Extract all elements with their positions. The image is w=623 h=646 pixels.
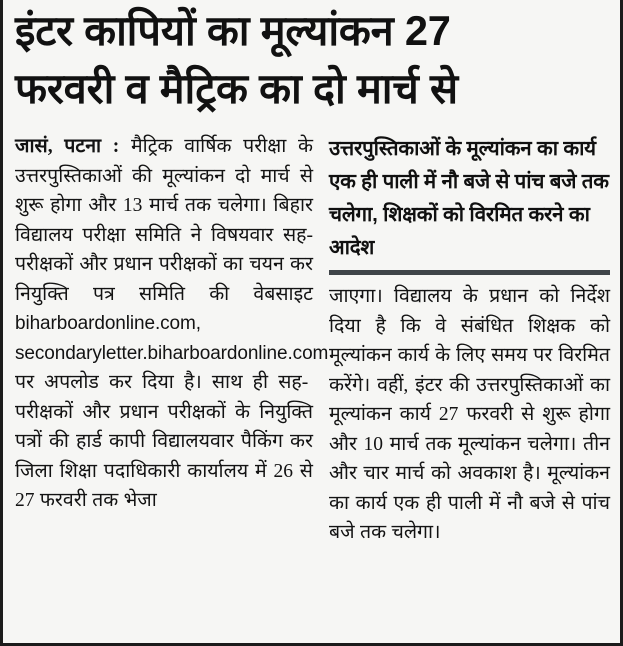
left-column-paragraph [15,132,329,516]
byline: जासं, पटना : [15,136,120,157]
left-column [15,132,329,516]
link-secondaryletter-biharboardonline[interactable]: secondaryletter.biharboardonline.com [15,342,329,364]
kicker-divider-rule [329,270,610,275]
kicker-highlight: उत्तरपुस्तिकाओं के मूल्यांकन का कार्य एक ही पाली में नौ बजे से पांच बजे तक चलेगा, शिक्षकों को विरमित करने का आदेश [329,137,609,259]
right-column-paragraph: जाएगा। विद्यालय के प्रधान को निर्देश दिया है कि वे संबंधित शिक्षक को मूल्यांकन कार्य के लिए समय पर विरमित करेंगे। वहीं, इंटर की उत्तरपुस्तिकाओं का मूल्यांकन कार्य 27 फरवरी से शुरू होगा और 10 मार्च तक मूल्यांकन चलेगा। तीन और चार मार्च को अवकाश है। मूल्यांकन का कार्य एक ही पाली में नौ बजे से पांच बजे तक चलेगा। [329,286,610,543]
headline [3,0,620,118]
left-body-part-1: मैट्रिक वार्षिक परीक्षा के उत्तरपुस्तिकाओं की मूल्यांकन दो मार्च से शुरू होगा और 13 मार्च तक चलेगा। बिहार विद्यालय परीक्षा समिति ने विषयवार सह-परीक्षकों और प्रधान परीक्षकों का चयन कर नियुक्ति पत्र समिति की वेबसाइट [15,136,313,305]
article-body [3,132,620,548]
headline-line-2: फरवरी व मैट्रिक का दो मार्च से [15,65,458,112]
headline-line-1: इंटर कापियों का मूल्यांकन 27 [15,7,451,54]
left-body-part-2: पर अपलोड कर दिया है। साथ ही सह-परीक्षकों और प्रधान परीक्षकों के नियुक्ति पत्रों की हार्ड कापी विद्यालयवार पैकिंग कर जिला शिक्षा पदाधिकारी कार्यालय में 26 से 27 फरवरी तक भेजा [15,372,313,511]
link-biharboardonline[interactable]: biharboardonline.com, [15,313,201,334]
right-column [323,132,610,548]
